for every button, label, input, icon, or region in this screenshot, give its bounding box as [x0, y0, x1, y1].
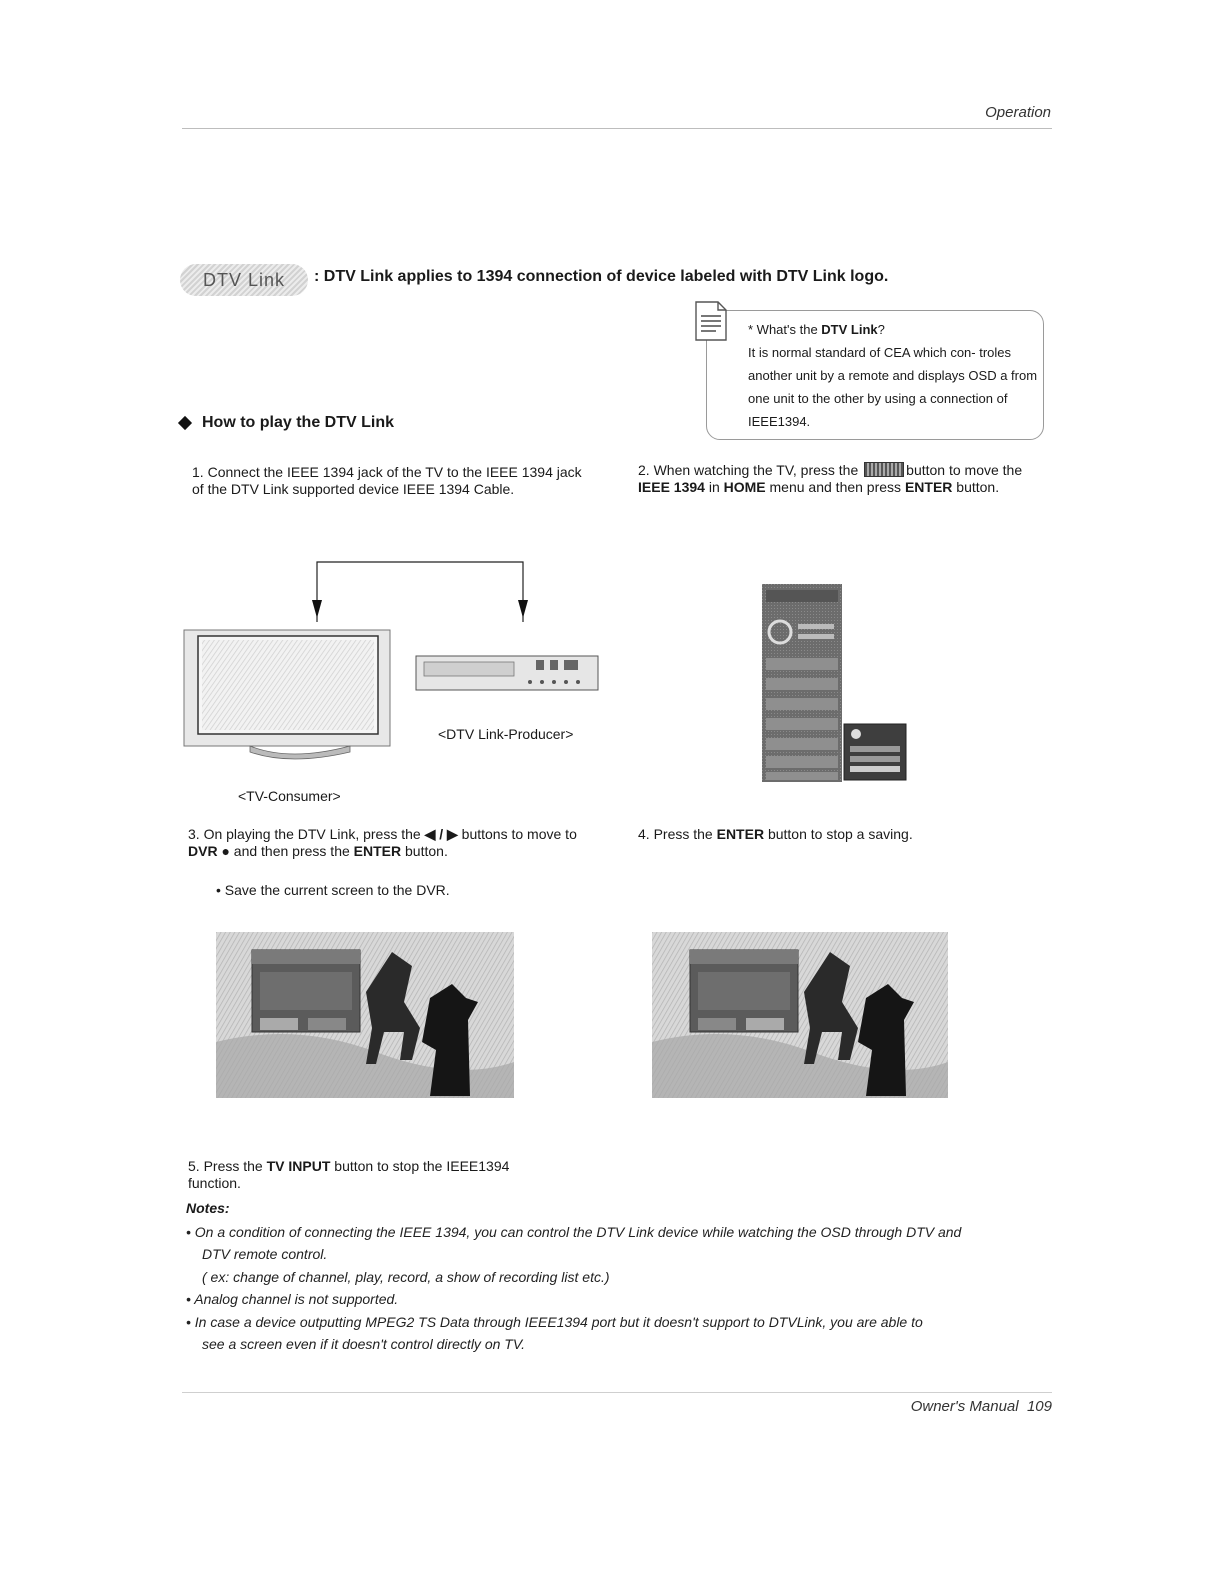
step-3-num: 3.: [188, 826, 200, 842]
step-2-e: button.: [952, 479, 1000, 495]
left-right-arrows-icon: ◀ / ▶: [424, 826, 458, 842]
step-3-bold1: DVR ●: [188, 843, 230, 859]
step-2-a: When watching the TV, press the: [653, 462, 863, 478]
step-4-a: Press the: [653, 826, 717, 842]
step-1-text: Connect the IEEE 1394 jack of the TV to the IEEE 1394 jack of the DTV Link supported device IEEE 1394 Cable.: [192, 464, 582, 497]
header-divider: [182, 128, 1052, 129]
footer: [911, 1398, 1052, 1415]
xm-ready-key-icon: [864, 462, 904, 477]
intro-text: : DTV Link applies to 1394 connection of device labeled with DTV Link logo.: [314, 268, 889, 285]
tip-text: [748, 318, 1038, 433]
step-2-bold2: HOME: [723, 479, 766, 495]
step-3-bullet: • Save the current screen to the DVR.: [216, 882, 450, 898]
dtv-link-badge: DTV Link: [180, 264, 308, 296]
step-2-d: menu and then press: [765, 479, 905, 495]
step-4: [638, 826, 1018, 843]
notes-heading: Notes:: [186, 1200, 230, 1216]
note-3-cont: see a screen even if it doesn't control directly on TV.: [202, 1336, 526, 1352]
diamond-bullet-icon: [178, 416, 192, 430]
step-2-b: button to move the: [906, 462, 1023, 478]
note-2: • Analog channel is not supported.: [186, 1291, 399, 1307]
step-2-bold3: ENTER: [904, 479, 953, 495]
note-icon: [694, 300, 728, 342]
step-3: [188, 826, 608, 860]
note-1: • On a condition of connecting the IEEE 1394, you can control the DTV Link device while watching the OSD through DTV and: [186, 1224, 962, 1240]
step-1-num: 1.: [192, 464, 204, 480]
step-4-bold: ENTER: [716, 826, 765, 842]
home-menu-screenshot: [762, 584, 908, 782]
tip-q-suffix: ?: [877, 322, 885, 337]
step-3-a: On playing the DTV Link, press the: [203, 826, 425, 842]
step-3-b: buttons to move to: [457, 826, 577, 842]
tip-q-bold: DTV Link: [821, 322, 878, 337]
section-title: Operation: [985, 104, 1051, 121]
dtv-link-osd-screenshot-1: [216, 932, 514, 1098]
note-3: • In case a device outputting MPEG2 TS Data through IEEE1394 port but it doesn't support to DTVLink, you are able to: [186, 1314, 923, 1330]
footer-title: Owner's Manual: [910, 1398, 1019, 1415]
step-2: [638, 462, 1033, 496]
step-2-c: in: [704, 479, 724, 495]
note-1-cont: DTV remote control.: [202, 1246, 328, 1262]
step-5-b: button to stop the IEEE1394 function.: [188, 1158, 510, 1191]
step-4-b: button to stop a saving.: [764, 826, 913, 842]
footer-divider: [182, 1392, 1052, 1393]
tip-body: It is normal standard of CEA which con- troles another unit by a remote and displays OSD a from one unit to the other by using a connection of IEEE1394.: [748, 345, 1038, 429]
step-3-bold2: ENTER: [353, 843, 402, 859]
step-1: [192, 464, 592, 498]
step-5: [188, 1158, 548, 1192]
step-5-bold: TV INPUT: [266, 1158, 331, 1174]
producer-caption: <DTV Link-Producer>: [438, 726, 574, 742]
step-3-d: button.: [401, 843, 448, 859]
page-number: 109: [1026, 1398, 1052, 1415]
step-5-num: 5.: [188, 1158, 200, 1174]
step-2-num: 2.: [638, 462, 650, 478]
howto-heading: [180, 414, 394, 432]
step-4-num: 4.: [638, 826, 650, 842]
step-2-bold1: IEEE 1394: [638, 479, 705, 495]
step-3-c: and then press the: [229, 843, 354, 859]
note-1-example: ( ex: change of channel, play, record, a show of recording list etc.): [202, 1269, 610, 1285]
howto-title: How to play the DTV Link: [202, 414, 395, 431]
connection-diagram: [180, 556, 610, 780]
tip-q-prefix: * What's the: [748, 322, 822, 337]
step-5-a: Press the: [203, 1158, 267, 1174]
consumer-caption: <TV-Consumer>: [238, 788, 341, 804]
dtv-link-osd-screenshot-2: [652, 932, 948, 1098]
